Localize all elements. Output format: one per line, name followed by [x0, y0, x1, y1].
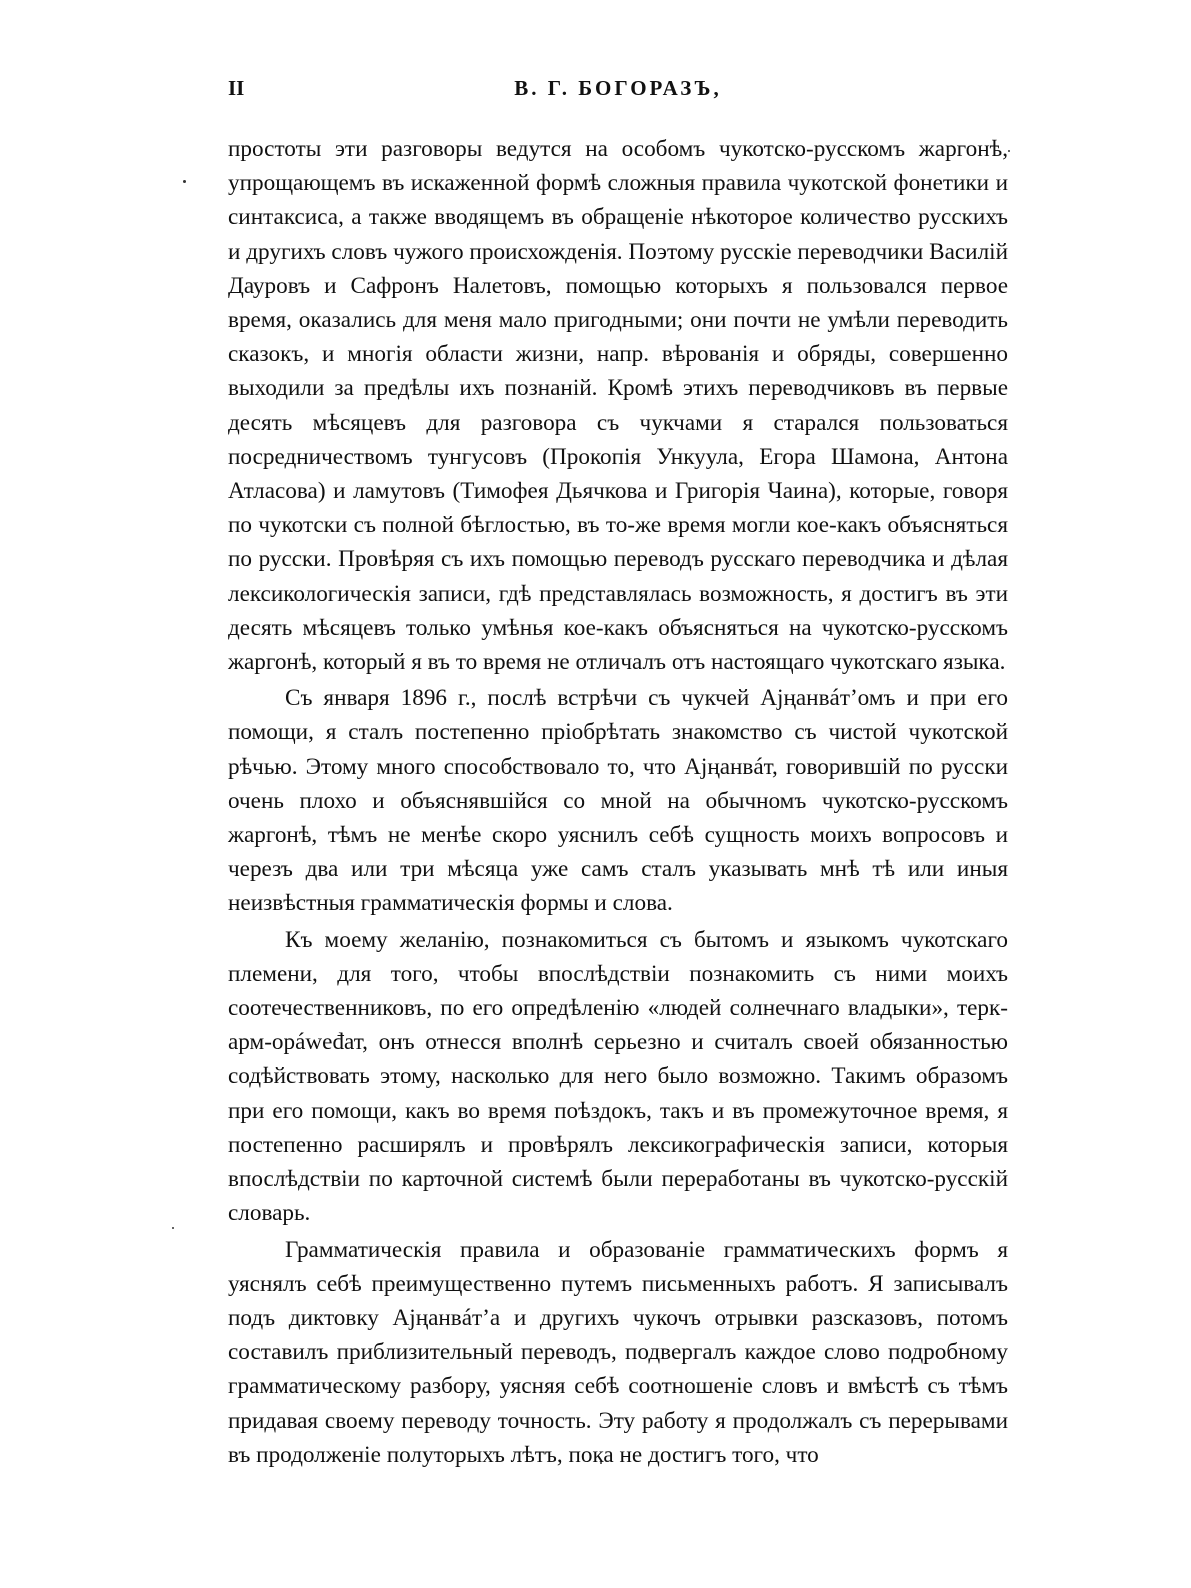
author-heading: В. Г. БОГОРАЗЪ, [514, 76, 722, 100]
scan-speck [172, 1227, 174, 1229]
running-header [228, 70, 1008, 110]
page-number: II [228, 76, 245, 100]
paragraph: Съ января 1896 г., послѣ встрѣчи съ чукчей Аjңанвáт’омъ и при его помощи, я сталъ постепенно пріобрѣтать знакомство съ чистой чукотской рѣчью. Этому много способствовало то, что Аjңанвáт, говорившій по русски очень плохо и объяснявшійся со мной на обычномъ чукотско-русскомъ жаргонѣ, тѣмъ не менѣе скоро уяснилъ себѣ сущность моихъ вопросовъ и черезъ два или три мѣсяца уже самъ сталъ указывать мнѣ тѣ или иныя неизвѣстныя грамматическія формы и слова. [228, 685, 1008, 917]
body-text [228, 132, 1008, 1472]
paragraph: Грамматическія правила и образованіе грамматическихъ формъ я уяснялъ себѣ преимущественно путемъ письменныхъ работъ. Я записывалъ подъ диктовку Аjңанвáт’а и другихъ чукочъ отрывки разсказовъ, потомъ составилъ приблизительный переводъ, подвергалъ каждое слово подробному грамматическому разбору, уясняя себѣ соотношеніе словъ и вмѣстѣ съ тѣмъ придавая своему переводу точность. Эту работу я продолжалъ съ перерывами въ продолженіе полуторыхъ лѣтъ, пока не достигъ того, что [228, 1236, 1008, 1468]
paragraph: Къ моему желанію, познакомиться съ бытомъ и языкомъ чукотскаго племени, для того, чтобы впослѣдствіи познакомить съ ними моихъ соотечественниковъ, по его опредѣленію «людей солнечнаго владыки», терк-арм-орáwеđат, онъ отнесся вполнѣ серьезно и считалъ своей обязанностью содѣйствовать этому, насколько для него было возможно. Такимъ образомъ при его помощи, какъ во время поѣздокъ, такъ и въ промежуточное время, я постепенно расширялъ и провѣрялъ лексикографическія записи, которыя впослѣдствіи по карточной системѣ были переработаны въ чукотско-русскій словарь. [228, 926, 1008, 1227]
paragraph-continued: простоты эти разговоры ведутся на особомъ чукотско-русскомъ жаргонѣ, упрощающемъ въ искаженной формѣ сложныя правила чукотской фонетики и синтаксиса, а также вводящемъ въ обращеніе нѣкоторое количество русскихъ и другихъ словъ чужого происхожденія. Поэтому русскіе переводчики Василій Дауровъ и Сафронъ Налетовъ, помощью которыхъ я пользовался первое время, оказались для меня мало пригодными; они почти не умѣли переводить сказокъ, и многія области жизни, напр. вѣрованія и обряды, совершенно выходили за предѣлы ихъ познаній. Кромѣ этихъ переводчиковъ въ первые десять мѣсяцевъ для разговора съ чукчами я старался пользоваться посредничествомъ тунгусовъ (Прокопія Ункуула, Егора Шамона, Антона Атласова) и ламутовъ (Тимофея Дьячкова и Григорія Чаина), которые, говоря по чукотски съ полной бѣглостью, въ то-же время могли кое-какъ объясняться по русски. Провѣряя съ ихъ помощью переводъ русскаго переводчика и дѣлая лексикологическія записи, гдѣ представлялась возможность, я достигъ въ эти десять мѣсяцевъ только умѣнья кое-какъ объясняться на чукотско-русскомъ жаргонѣ, который я въ то время не отличалъ отъ настоящаго чукотскаго языка. [228, 136, 1008, 676]
scan-speck [1008, 150, 1010, 152]
scan-speck [183, 180, 186, 183]
book-page [228, 70, 1008, 1472]
